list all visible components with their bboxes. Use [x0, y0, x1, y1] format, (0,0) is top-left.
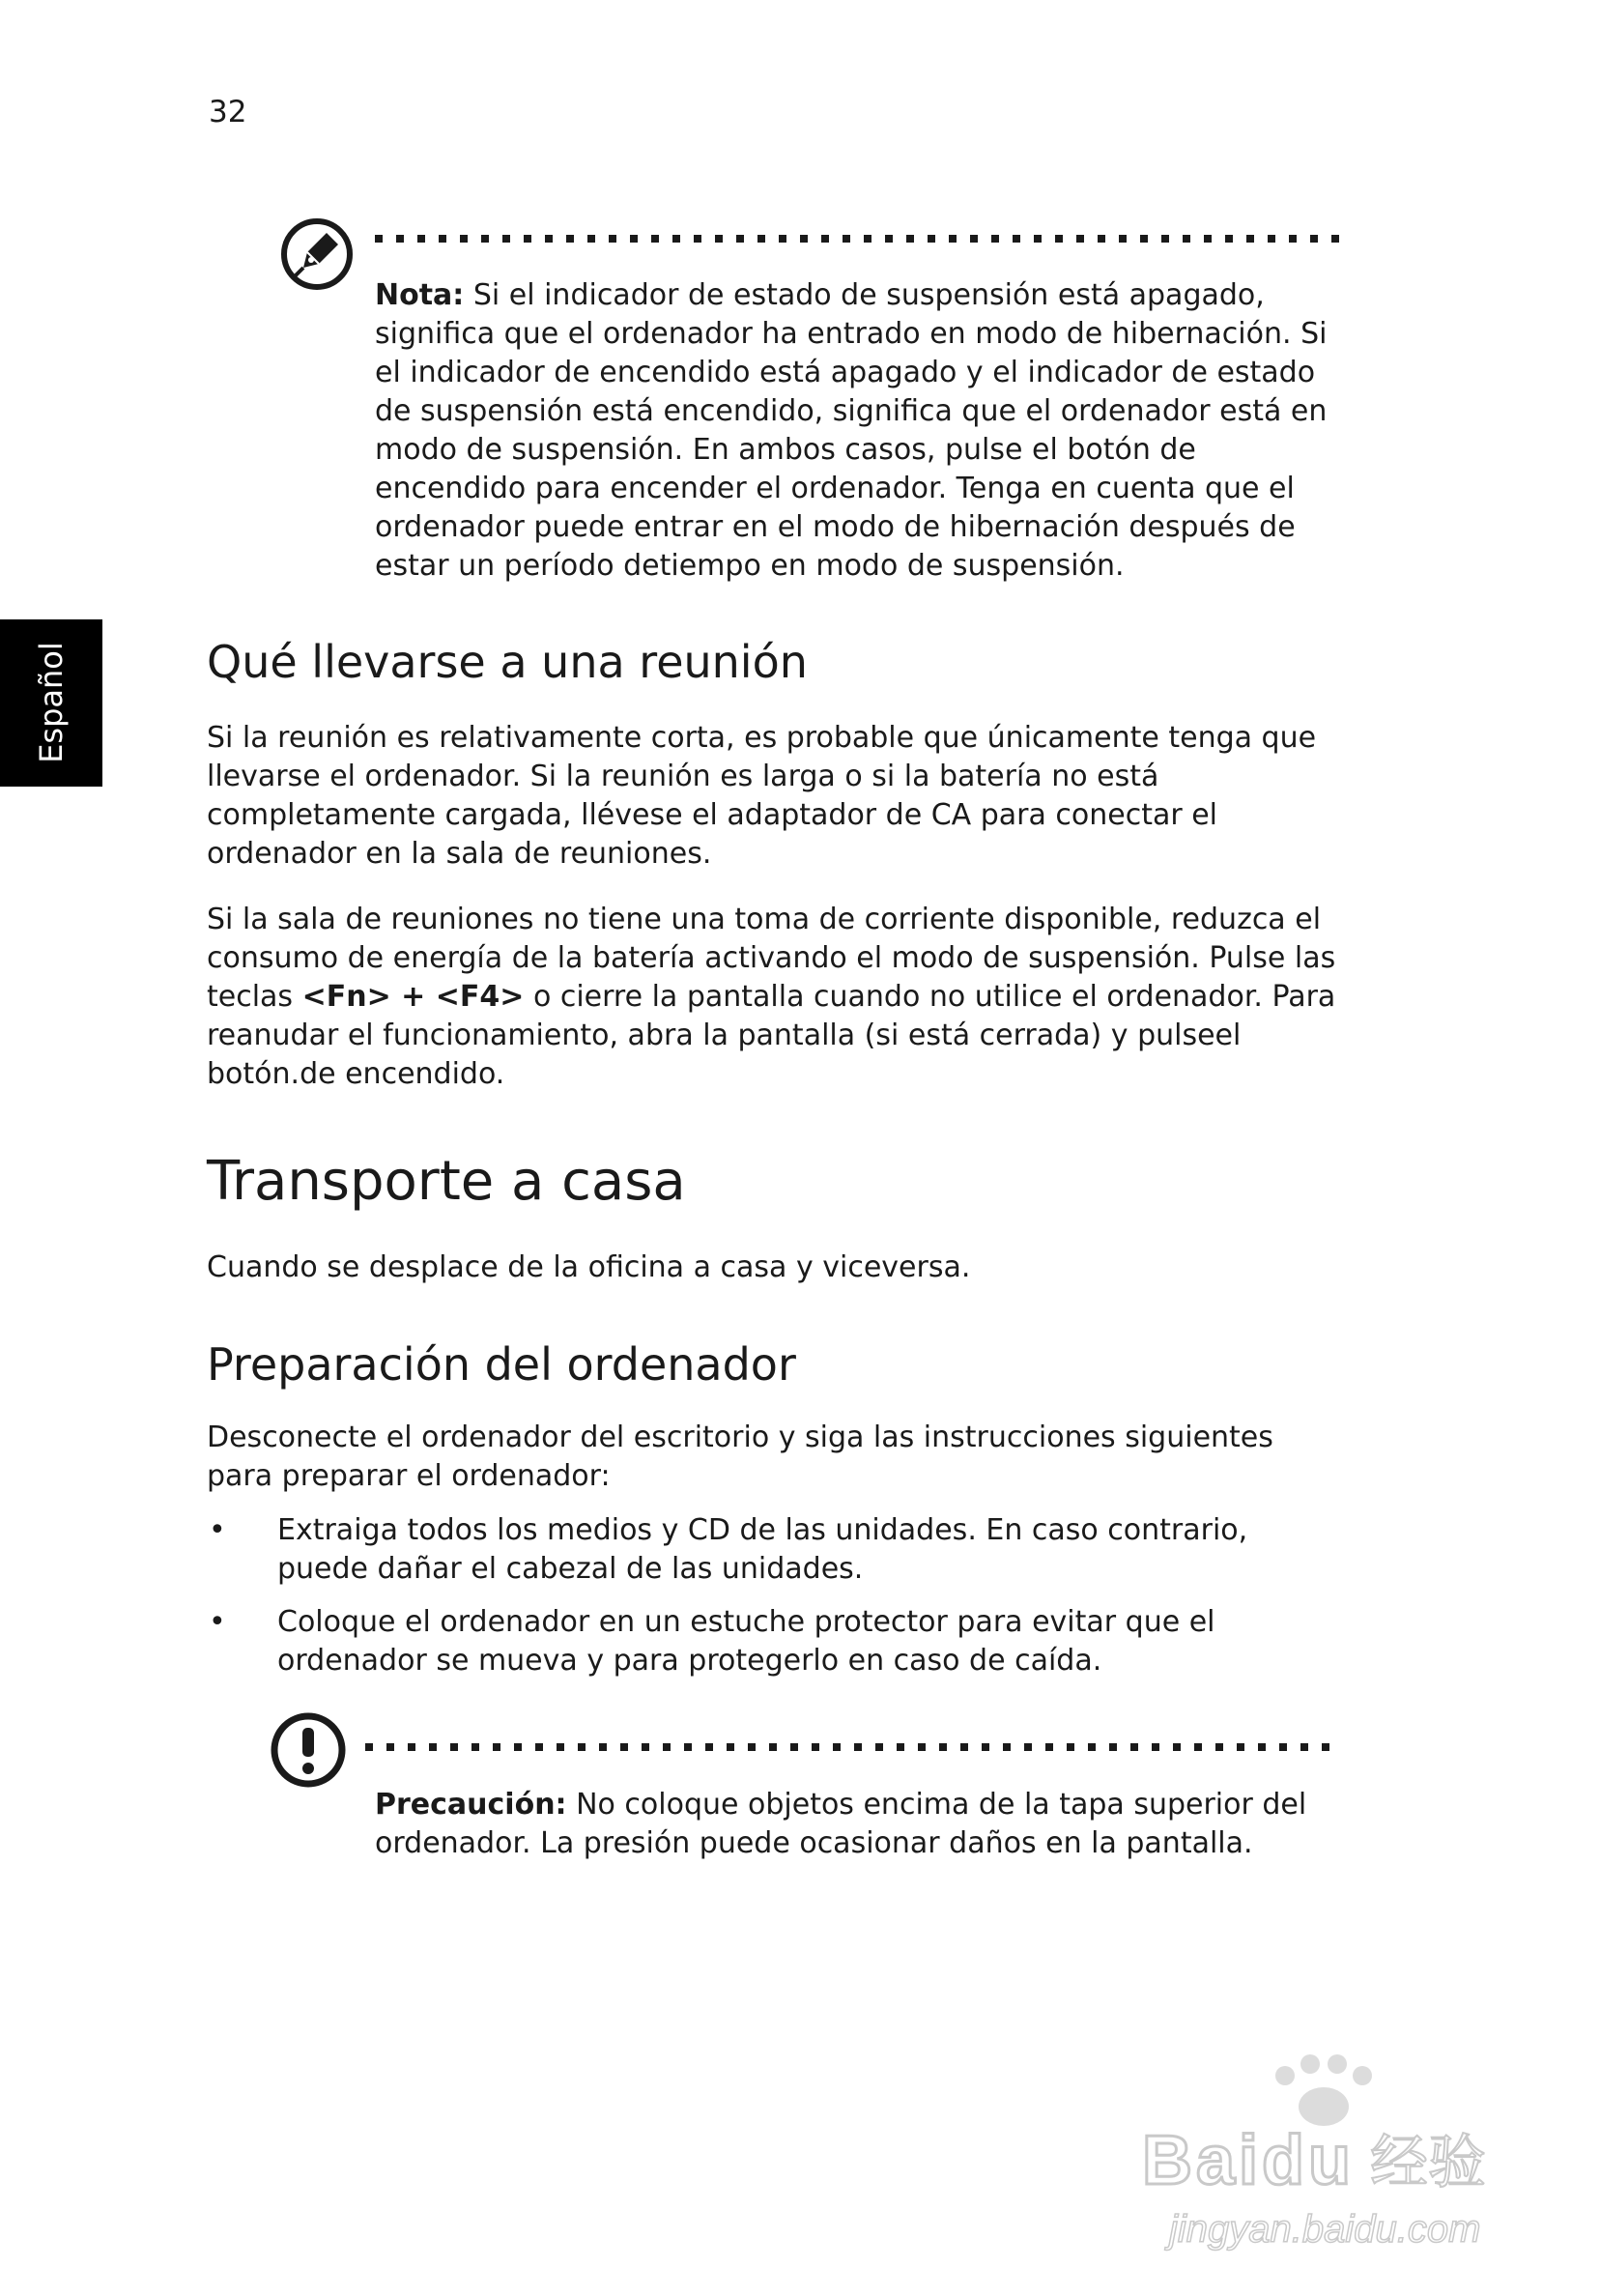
watermark-url: jingyan.baidu.com [1169, 2208, 1481, 2251]
bullet-item: Coloque el ordenador en un estuche protector para evitar que el ordenador se mueva y para protegerlo en caso de caída. [277, 1605, 1215, 1678]
side-tab-label: Español [33, 642, 70, 763]
note-label: Nota: [375, 278, 465, 312]
caution-label: Precaución: [375, 1788, 567, 1822]
bullet-marker: • [209, 1513, 226, 1547]
pen-note-icon [278, 215, 356, 293]
language-side-tab [0, 619, 102, 787]
note-body: Si el indicador de estado de suspensión está apagado, significa que el ordenador ha entrado en modo de hibernación. Si el indicador de encendido está apagado y el indicador de estado de suspensión está encendido, significa que el ordenador está en modo de suspensión. En ambos casos, pulse el botón de encendido para encender el ordenador. Tenga en cuenta que el ordenador puede entrar en el modo de hibernación después de estar un período detiempo en modo de suspensión. [375, 278, 1328, 583]
meeting-paragraph-2 [207, 901, 1347, 1094]
heading-transport-home: Transporte a casa [207, 1150, 686, 1213]
caution-text [375, 1786, 1341, 1863]
note-dotted-rule [375, 235, 1351, 243]
meeting-paragraph-1: Si la reunión es relativamente corta, es probable que únicamente tenga que llevarse el ordenador. Si la reunión es larga o si la batería no está completamente cargada, llévese el adaptador de CA para conectar el ordenador en la sala de reuniones. [207, 721, 1317, 871]
exclamation-caution-icon [269, 1710, 348, 1790]
key-combination: <Fn> + <F4> [301, 980, 525, 1014]
bullet-item: Extraiga todos los medios y CD de las unidades. En caso contrario, puede dañar el cabezal de las unidades. [277, 1513, 1248, 1586]
preparation-paragraph: Desconecte el ordenador del escritorio y siga las instrucciones siguientes para preparar el ordenador: [207, 1421, 1273, 1493]
note-text [375, 276, 1341, 586]
caution-body: No coloque objetos encima de la tapa superior del ordenador. La presión puede ocasionar daños en la pantalla. [375, 1788, 1307, 1860]
home-paragraph: Cuando se desplace de la oficina a casa y viceversa. [207, 1250, 971, 1284]
watermark-chinese: 经验 [1370, 2129, 1486, 2196]
heading-preparation: Preparación del ordenador [207, 1338, 796, 1391]
bullet-marker: • [209, 1605, 226, 1639]
heading-meeting: Qué llevarse a una reunión [207, 636, 808, 688]
meeting-paragraph-2-end: o cierre la pantalla cuando no utilice el ordenador. Para reanudar el funcionamiento, abra la pantalla (si está cerrada) y pulseel botón.de encendido. [207, 980, 1336, 1091]
baidu-watermark [1121, 2039, 1507, 2271]
meeting-paragraph-2-start: Si la sala de reuniones no tiene una toma de corriente disponible, reduzca el consumo de energía de la batería activando el modo de suspensión. Pulse las teclas [207, 903, 1336, 1014]
caution-dotted-rule [365, 1743, 1341, 1751]
watermark-brand: Baidu [1142, 2122, 1356, 2199]
page-number: 32 [209, 95, 247, 129]
